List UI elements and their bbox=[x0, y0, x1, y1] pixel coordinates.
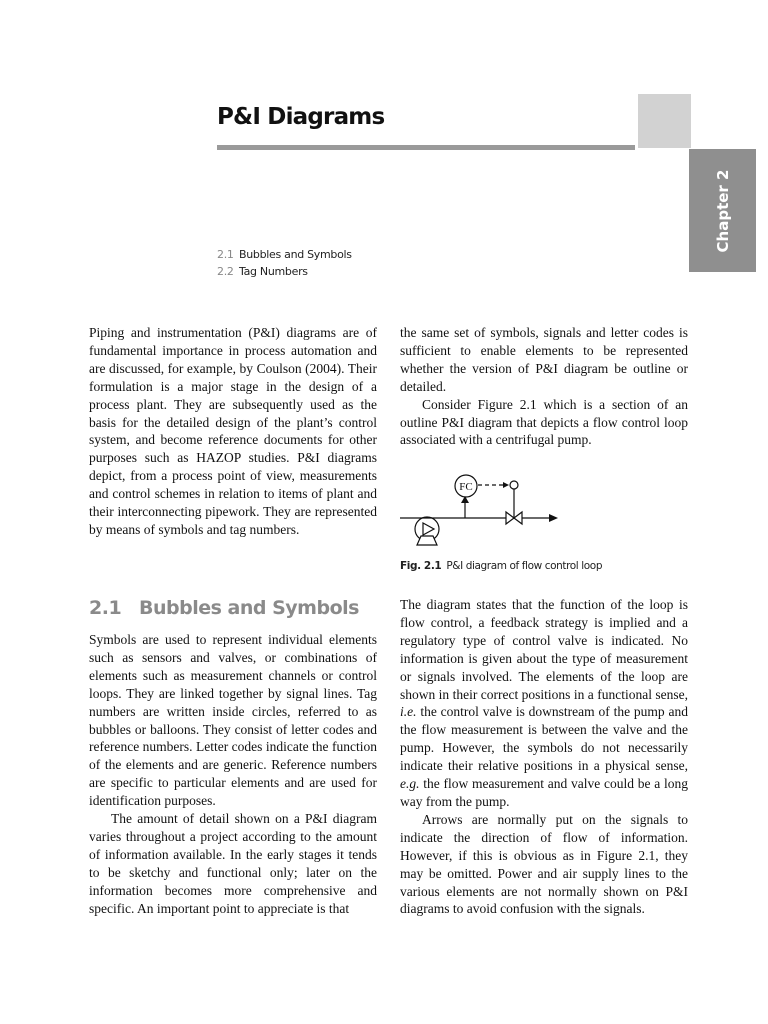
title-rule bbox=[217, 145, 635, 150]
section-column-right bbox=[400, 596, 688, 918]
section-heading bbox=[89, 597, 359, 619]
intro-paragraph-continued: the same set of symbols, signals and letter codes is sufficient to enable elements to be represented whether the version of P&I diagram be outline or detailed. bbox=[400, 325, 688, 394]
toc-item[interactable] bbox=[217, 265, 352, 282]
intro-paragraph-figure-ref: Consider Figure 2.1 which is a section of an outline P&I diagram that depicts a flow control loop associated with a centrifugal pump. bbox=[400, 396, 688, 448]
section-paragraph-diagram bbox=[400, 596, 688, 811]
section-paragraph: The amount of detail shown on a P&I diagram varies throughout a project according to the amount of information available. In the early stages it tends to be sketchy and functional only; later on the information becomes more comprehensive and specific. An important point to appreciate is that bbox=[89, 811, 377, 916]
figure-number: Fig. 2.1 bbox=[400, 560, 442, 572]
actuator-icon bbox=[510, 481, 518, 489]
toc-item-label: Bubbles and Symbols bbox=[239, 248, 352, 261]
fc-bubble-label: FC bbox=[459, 481, 473, 493]
corner-decoration bbox=[638, 94, 691, 148]
figure-caption-text: P&I diagram of flow control loop bbox=[446, 560, 603, 572]
figure-caption bbox=[400, 560, 602, 572]
toc-item-number: 2.1 bbox=[217, 248, 234, 261]
pump-base bbox=[417, 536, 437, 545]
section-number: 2.1 bbox=[89, 597, 122, 619]
pump-inner-triangle bbox=[423, 523, 434, 535]
intro-column bbox=[89, 324, 377, 539]
italic-abbrev: e.g. bbox=[400, 776, 420, 792]
text-run: The diagram states that the function of the loop is flow control, a feedback strategy is implied and a regulatory type of control valve is indicated. No information is given about the type of measurement or signals involved. The elements of the loop are shown in their correct positions in a functional sense, bbox=[400, 597, 688, 702]
toc-item-label: Tag Numbers bbox=[239, 265, 308, 278]
italic-abbrev: i.e. bbox=[400, 704, 417, 720]
flow-control-loop-figure bbox=[398, 466, 568, 556]
intro-paragraph: Piping and instrumentation (P&I) diagrams are of fundamental importance in process automation and are discussed, for example, by Coulson (2004). Their formulation is a major stage in the design of a process plant. They are subsequently used as the basis for the detailed design of the plant’s control system, and become reference documents for other purposes such as HAZOP studies. P&I diagrams depict, from a process point of view, measurements and control schemes in relation to items of plant and their interconnecting pipework. They are represented by means of symbols and tag numbers. bbox=[89, 325, 377, 537]
signal-arrowhead bbox=[503, 482, 509, 488]
intro-column-right bbox=[400, 324, 688, 449]
section-paragraph-arrows: Arrows are normally put on the signals to indicate the direction of flow of information. However, if this is obvious as in Figure 2.1, they may be omitted. Power and air supply lines to the various elements are not normally shown on P&I diagrams to avoid confusion with the signals. bbox=[400, 811, 688, 917]
chapter-tab bbox=[689, 149, 756, 272]
toc-item-number: 2.2 bbox=[217, 265, 234, 278]
section-paragraph: Symbols are used to represent individual elements such as sensors and valves, or combinations of elements such as measurement channels or control loops. They are linked together by signal lines. Tag numbers are written inside circles, referred to as bubbles or balloons. They consist of letter codes and reference numbers. Letter codes indicate the function of the elements and are generic. Reference numbers are specific to particular elements and are used for identification purposes. bbox=[89, 632, 377, 809]
toc-item[interactable] bbox=[217, 248, 352, 265]
chapter-tab-label: Chapter 2 bbox=[713, 169, 732, 252]
text-run: the flow measurement and valve could be a long way from the pump. bbox=[400, 776, 688, 809]
section-title: Bubbles and Symbols bbox=[139, 597, 359, 619]
page-title: P&I Diagrams bbox=[217, 104, 385, 130]
flow-arrowhead bbox=[549, 514, 558, 522]
section-column-left bbox=[89, 631, 377, 918]
text-run: the control valve is downstream of the pump and the flow measurement is between the valve and the pump. However, the symbols do not necessarily indicate their relative positions in a physical sense, bbox=[400, 704, 688, 774]
table-of-contents bbox=[217, 248, 352, 282]
